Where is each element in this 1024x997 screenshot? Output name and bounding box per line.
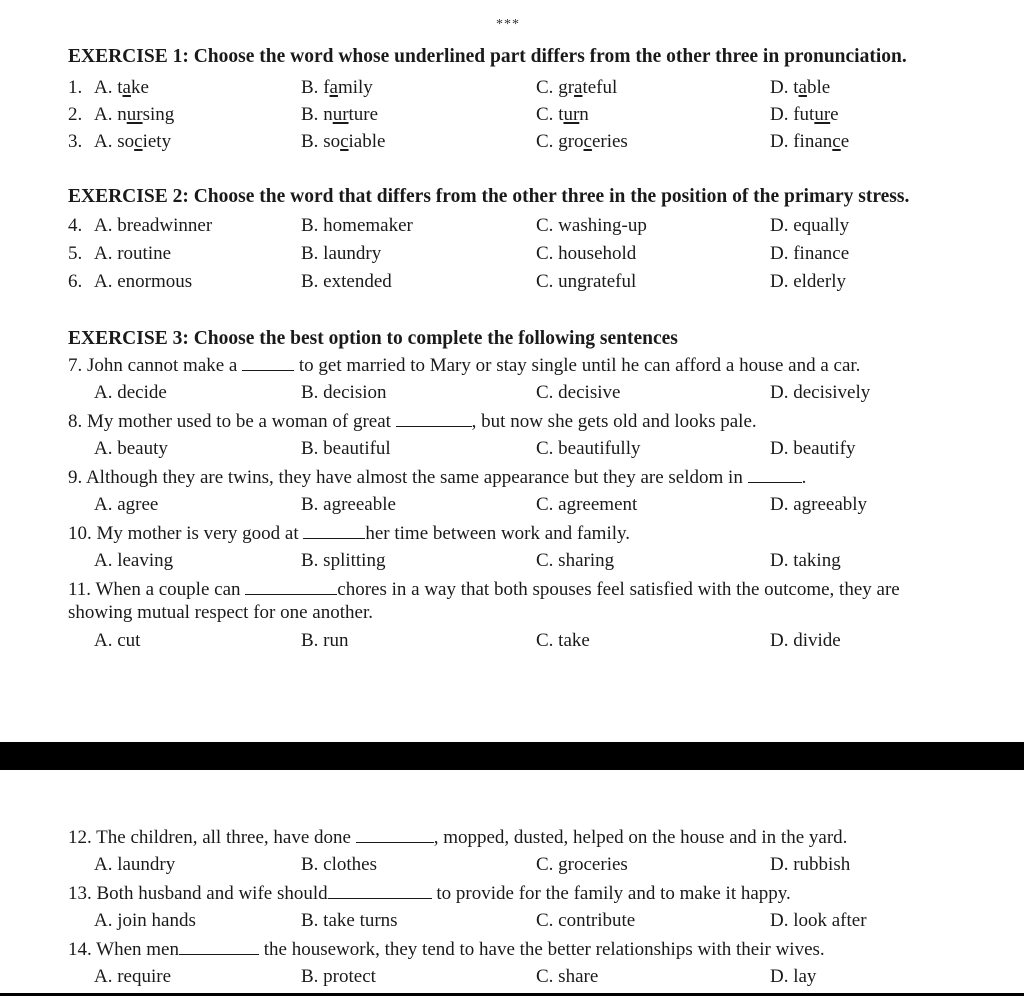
answer-blank[interactable]	[396, 425, 472, 427]
option-c: C. washing-up	[536, 215, 647, 236]
option-d: D. divide	[770, 630, 841, 651]
question-number: 3.	[68, 131, 83, 152]
option-a: A. agree	[94, 494, 159, 515]
answer-blank[interactable]	[303, 537, 365, 539]
option-c: C. take	[536, 630, 590, 651]
option-d: D. taking	[770, 550, 841, 571]
option-b: B. nurture	[301, 104, 379, 125]
question-10-stem: 10. My mother is very good at her time between work and family.	[68, 523, 631, 544]
question-13-stem: 13. Both husband and wife should to provide for the family and to make it happy.	[68, 883, 791, 904]
option-a: A. laundry	[94, 854, 176, 875]
option-d: D. agreeably	[770, 494, 868, 515]
option-d: D. lay	[770, 966, 817, 987]
option-d: D. look after	[770, 910, 867, 931]
question-number: 1.	[68, 77, 83, 98]
option-c: C. groceries	[536, 131, 628, 152]
option-a: A. breadwinner	[94, 215, 213, 236]
option-d: D. rubbish	[770, 854, 851, 875]
option-b: B. family	[301, 77, 373, 98]
option-c: C. grateful	[536, 77, 618, 98]
option-a: A. decide	[94, 382, 167, 403]
option-b: B. splitting	[301, 550, 386, 571]
answer-blank[interactable]	[748, 481, 802, 483]
option-a: A. society	[94, 131, 172, 152]
option-c: C. ungrateful	[536, 271, 637, 292]
option-b: B. homemaker	[301, 215, 413, 236]
option-a: A. cut	[94, 630, 141, 651]
option-b: B. agreeable	[301, 494, 396, 515]
question-number: 2.	[68, 104, 83, 125]
option-b: B. protect	[301, 966, 376, 987]
option-b: B. extended	[301, 271, 392, 292]
question-number: 5.	[68, 243, 83, 264]
page-bottom-rule	[0, 993, 1024, 996]
option-c: C. turn	[536, 104, 589, 125]
option-c: C. groceries	[536, 854, 628, 875]
answer-blank[interactable]	[242, 369, 294, 371]
option-d: D. finance	[770, 131, 850, 152]
option-d: D. future	[770, 104, 839, 125]
option-b: B. clothes	[301, 854, 377, 875]
question-11-stem: 11. When a couple can chores in a way that both spouses feel satisfied with the outcome, they are	[68, 579, 900, 600]
question-9-stem: 9. Although they are twins, they have almost the same appearance but they are seldom in .	[68, 467, 807, 488]
question-number: 4.	[68, 215, 83, 236]
option-a: A. nursing	[94, 104, 175, 125]
option-b: B. decision	[301, 382, 387, 403]
question-number: 6.	[68, 271, 83, 292]
option-a: A. enormous	[94, 271, 193, 292]
question-11-continuation: showing mutual respect for one another.	[68, 602, 373, 623]
option-b: B. take turns	[301, 910, 398, 931]
option-b: B. laundry	[301, 243, 382, 264]
question-7-stem: 7. John cannot make a to get married to Mary or stay single until he can afford a house and a car.	[68, 355, 861, 376]
exercise-3-title: EXERCISE 3: Choose the best option to complete the following sentences	[68, 328, 678, 349]
option-a: A. join hands	[94, 910, 196, 931]
option-b: B. beautiful	[301, 438, 391, 459]
answer-blank[interactable]	[328, 897, 432, 899]
exercise-2-title: EXERCISE 2: Choose the word that differs from the other three in the position of the primary stress.	[68, 186, 910, 207]
option-c: C. sharing	[536, 550, 615, 571]
option-d: D. elderly	[770, 271, 846, 292]
page-separator-band	[0, 742, 1024, 770]
answer-blank[interactable]	[356, 841, 434, 843]
option-a: A. beauty	[94, 438, 168, 459]
option-a: A. routine	[94, 243, 172, 264]
question-8-stem: 8. My mother used to be a woman of great , but now she gets old and looks pale.	[68, 411, 757, 432]
option-d: D. finance	[770, 243, 850, 264]
exercise-1-title: EXERCISE 1: Choose the word whose underlined part differs from the other three in pronunciation.	[68, 46, 907, 67]
option-c: C. decisive	[536, 382, 621, 403]
option-a: A. take	[94, 77, 149, 98]
option-d: D. decisively	[770, 382, 871, 403]
question-14-stem: 14. When men the housework, they tend to have the better relationships with their wives.	[68, 939, 825, 960]
option-a: A. require	[94, 966, 172, 987]
header-ornament: ***	[496, 17, 520, 32]
option-c: C. share	[536, 966, 599, 987]
option-d: D. table	[770, 77, 831, 98]
option-b: B. sociable	[301, 131, 386, 152]
option-d: D. equally	[770, 215, 850, 236]
answer-blank[interactable]	[245, 593, 337, 595]
option-a: A. leaving	[94, 550, 174, 571]
option-c: C. contribute	[536, 910, 636, 931]
option-c: C. agreement	[536, 494, 638, 515]
question-12-stem: 12. The children, all three, have done , mopped, dusted, helped on the house and in the yard.	[68, 827, 848, 848]
option-d: D. beautify	[770, 438, 856, 459]
option-c: C. beautifully	[536, 438, 641, 459]
option-b: B. run	[301, 630, 349, 651]
option-c: C. household	[536, 243, 637, 264]
answer-blank[interactable]	[179, 953, 259, 955]
